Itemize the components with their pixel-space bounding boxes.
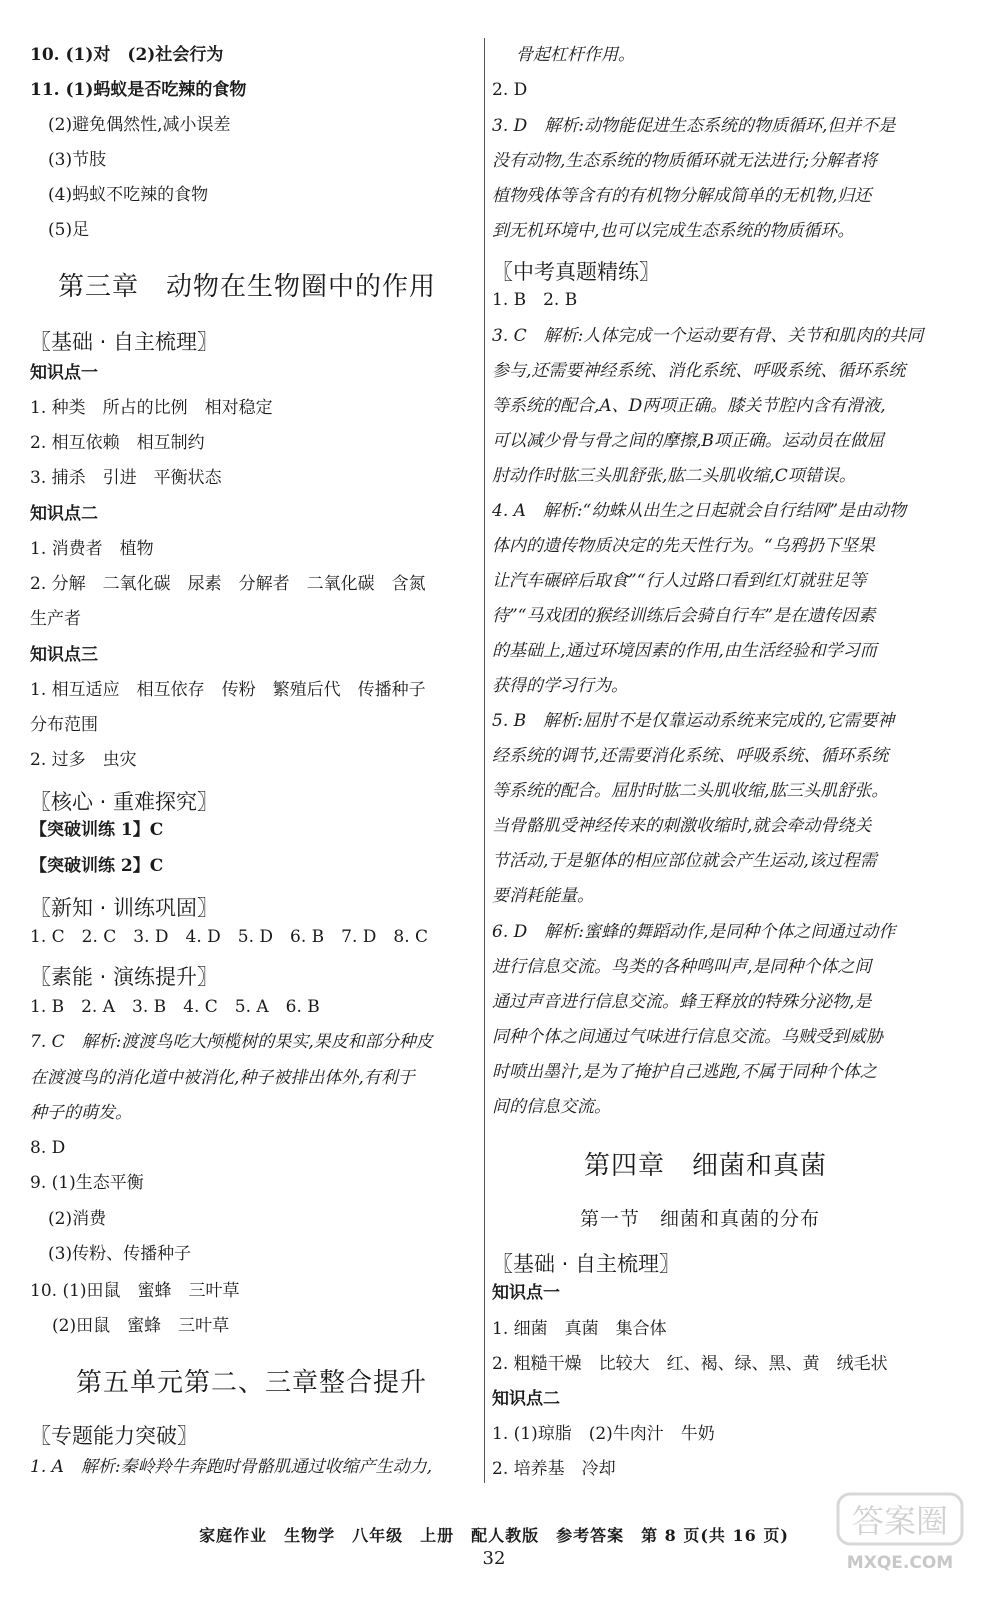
section-special: 〖专题能力突破〗 [30, 1424, 198, 1448]
kp2-answer-1: 1. 消费者 植物 [30, 539, 154, 559]
knowledge-point-1b: 知识点一 [492, 1283, 560, 1303]
section-new-knowledge: 〖新知 · 训练巩固〗 [30, 896, 219, 920]
exam-answer-5-cont4: 节活动,于是躯体的相应部位就会产生运动,该过程需 [492, 851, 877, 871]
ability-answer-9-2: (2)消费 [48, 1209, 107, 1229]
kp1-answer-3: 3. 捕杀 引进 平衡状态 [30, 468, 222, 488]
kp1-answer-2: 2. 相互依赖 相互制约 [30, 433, 205, 453]
exam-answer-6-cont3: 同种个体之间通过气味进行信息交流。乌贼受到威胁 [492, 1027, 883, 1047]
answer-11: 11. (1)蚂蚁是否吃辣的食物 [30, 80, 247, 100]
kp2-answer-2-cont: 生产者 [30, 609, 81, 629]
answer-11-2: (2)避免偶然性,减小误差 [48, 115, 231, 135]
answer-11-5: (5)足 [48, 220, 90, 240]
exam-answer-6-cont4: 时喷出墨汁,是为了掩护自己逃跑,不属于同种个体之 [492, 1062, 877, 1082]
watermark-bottom-text: MXQE.COM [846, 1553, 954, 1573]
kp3-answer-1-cont: 分布范围 [30, 715, 98, 735]
exam-answer-3-cont2: 等系统的配合,A、D两项正确。膝关节腔内含有滑液, [492, 396, 886, 416]
kp3-answer-1: 1. 相互适应 相互依存 传粉 繁殖后代 传播种子 [30, 680, 426, 700]
ability-answer-9-3: (3)传粉、传播种子 [48, 1244, 192, 1264]
knowledge-point-1: 知识点一 [30, 363, 98, 383]
exam-answer-5-cont1: 经系统的调节,还需要消化系统、呼吸系统、循环系统 [492, 746, 889, 766]
watermark-top-text: 答案圈 [851, 1502, 949, 1540]
kp1-answer-1: 1. 种类 所占的比例 相对稳定 [30, 398, 273, 418]
ability-answer-7: 7. C 解析:渡渡鸟吃大颅榄树的果实,果皮和部分种皮 [30, 1032, 433, 1052]
ability-answer-9: 9. (1)生态平衡 [30, 1173, 144, 1193]
kp1b-answer-2: 2. 粗糙干燥 比较大 红、褐、绿、黑、黄 绒毛状 [492, 1354, 888, 1374]
kp3-answer-2: 2. 过多 虫灾 [30, 750, 137, 770]
breakthrough-1: 【突破训练 1】C [30, 820, 164, 840]
special-answer-3-cont2: 植物残体等含有的有机物分解成简单的无机物,归还 [492, 186, 872, 206]
section-core: 〖核心 · 重难探究〗 [30, 790, 219, 814]
exam-answer-3-cont3: 可以减少骨与骨之间的摩擦,B项正确。运动员在做屈 [492, 431, 884, 451]
exam-answer-6-cont1: 进行信息交流。鸟类的各种鸣叫声,是同种个体之间 [492, 957, 872, 977]
kp1b-answer-1: 1. 细菌 真菌 集合体 [492, 1319, 667, 1339]
knowledge-point-2: 知识点二 [30, 504, 98, 524]
kp2b-answer-1: 1. (1)琼脂 (2)牛肉汁 牛奶 [492, 1424, 715, 1444]
exam-answer-4-cont5: 获得的学习行为。 [492, 676, 628, 696]
special-answer-1: 1. A 解析:秦岭羚牛奔跑时骨骼肌通过收缩产生动力, [30, 1457, 433, 1477]
ability-answer-7-cont2: 种子的萌发。 [30, 1103, 132, 1123]
column-divider [484, 38, 485, 1483]
section-ability: 〖素能 · 演练提升〗 [30, 965, 219, 989]
exam-answer-3: 3. C 解析:人体完成一个运动要有骨、关节和肌肉的共同 [492, 326, 924, 346]
exam-answer-4: 4. A 解析:“幼蛛从出生之日起就会自行结网”是由动物 [492, 501, 907, 521]
exam-answer-3-cont4: 肘动作时肱三头肌舒张,肱二头肌收缩,C项错误。 [492, 466, 856, 486]
exam-answer-4-cont2: 让汽车碾碎后取食”“行人过路口看到红灯就驻足等 [492, 571, 867, 591]
chapter-3-title: 第三章 动物在生物圈中的作用 [58, 272, 437, 302]
section-basic: 〖基础 · 自主梳理〗 [30, 330, 219, 354]
kp2-answer-2: 2. 分解 二氧化碳 尿素 分解者 二氧化碳 含氮 [30, 574, 426, 594]
ability-answer-8: 8. D [30, 1138, 66, 1158]
ability-answer-7-cont1: 在渡渡鸟的消化道中被消化,种子被排出体外,有利于 [30, 1068, 415, 1088]
unit-title: 第五单元第二、三章整合提升 [76, 1368, 428, 1398]
knowledge-point-2b: 知识点二 [492, 1389, 560, 1409]
chapter-4-title: 第四章 细菌和真菌 [584, 1151, 828, 1181]
new-knowledge-answers: 1. C 2. C 3. D 4. D 5. D 6. B 7. D 8. C [30, 927, 429, 947]
knowledge-point-3: 知识点三 [30, 645, 98, 665]
exam-answer-5-cont5: 要消耗能量。 [492, 886, 594, 906]
special-answer-3-cont1: 没有动物,生态系统的物质循环就无法进行;分解者将 [492, 151, 878, 171]
exam-answer-4-cont1: 体内的遗传物质决定的先天性行为。“乌鸦扔下坚果 [492, 536, 875, 556]
page-number: 32 [482, 1548, 506, 1569]
section-basic-2: 〖基础 · 自主梳理〗 [492, 1252, 681, 1276]
exam-answers: 1. B 2. B [492, 290, 578, 310]
page-footer: 家庭作业 生物学 八年级 上册 配人教版 参考答案 第 8 页(共 16 页) [199, 1526, 789, 1545]
exam-answer-4-cont3: 待”“马戏团的猴经训练后会骑自行车”是在遗传因素 [492, 606, 876, 626]
breakthrough-2: 【突破训练 2】C [30, 856, 164, 876]
answer-10: 10. (1)对 (2)社会行为 [30, 45, 224, 65]
special-answer-1-cont: 骨起杠杆作用。 [516, 45, 635, 65]
section-exam: 〖中考真题精练〗 [492, 260, 660, 284]
ability-answer-10-2: (2)田鼠 蜜蜂 三叶草 [52, 1316, 230, 1336]
exam-answer-6: 6. D 解析:蜜蜂的舞蹈动作,是同种个体之间通过动作 [492, 922, 896, 942]
answer-11-4: (4)蚂蚁不吃辣的食物 [48, 185, 209, 205]
special-answer-2: 2. D [492, 80, 528, 100]
special-answer-3-cont3: 到无机环境中,也可以完成生态系统的物质循环。 [492, 221, 855, 241]
exam-answer-6-cont5: 间的信息交流。 [492, 1097, 611, 1117]
kp2b-answer-2: 2. 培养基 冷却 [492, 1459, 616, 1479]
exam-answer-5-cont2: 等系统的配合。屈肘时肱二头肌收缩,肱三头肌舒张。 [492, 781, 889, 801]
exam-answer-5-cont3: 当骨骼肌受神经传来的刺激收缩时,就会牵动骨绕关 [492, 816, 872, 836]
exam-answer-3-cont1: 参与,还需要神经系统、消化系统、呼吸系统、循环系统 [492, 361, 906, 381]
special-answer-3: 3. D 解析:动物能促进生态系统的物质循环,但并不是 [492, 116, 896, 136]
ability-answer-10: 10. (1)田鼠 蜜蜂 三叶草 [30, 1281, 240, 1301]
exam-answer-4-cont4: 的基础上,通过环境因素的作用,由生活经验和学习而 [492, 641, 877, 661]
ability-answers: 1. B 2. A 3. B 4. C 5. A 6. B [30, 997, 320, 1017]
section-1-title: 第一节 细菌和真菌的分布 [580, 1208, 821, 1230]
exam-answer-6-cont2: 通过声音进行信息交流。蜂王释放的特殊分泌物,是 [492, 992, 872, 1012]
watermark-logo [836, 1488, 966, 1578]
exam-answer-5: 5. B 解析:屈肘不是仅靠运动系统来完成的,它需要神 [492, 711, 895, 731]
answer-11-3: (3)节肢 [48, 150, 107, 170]
